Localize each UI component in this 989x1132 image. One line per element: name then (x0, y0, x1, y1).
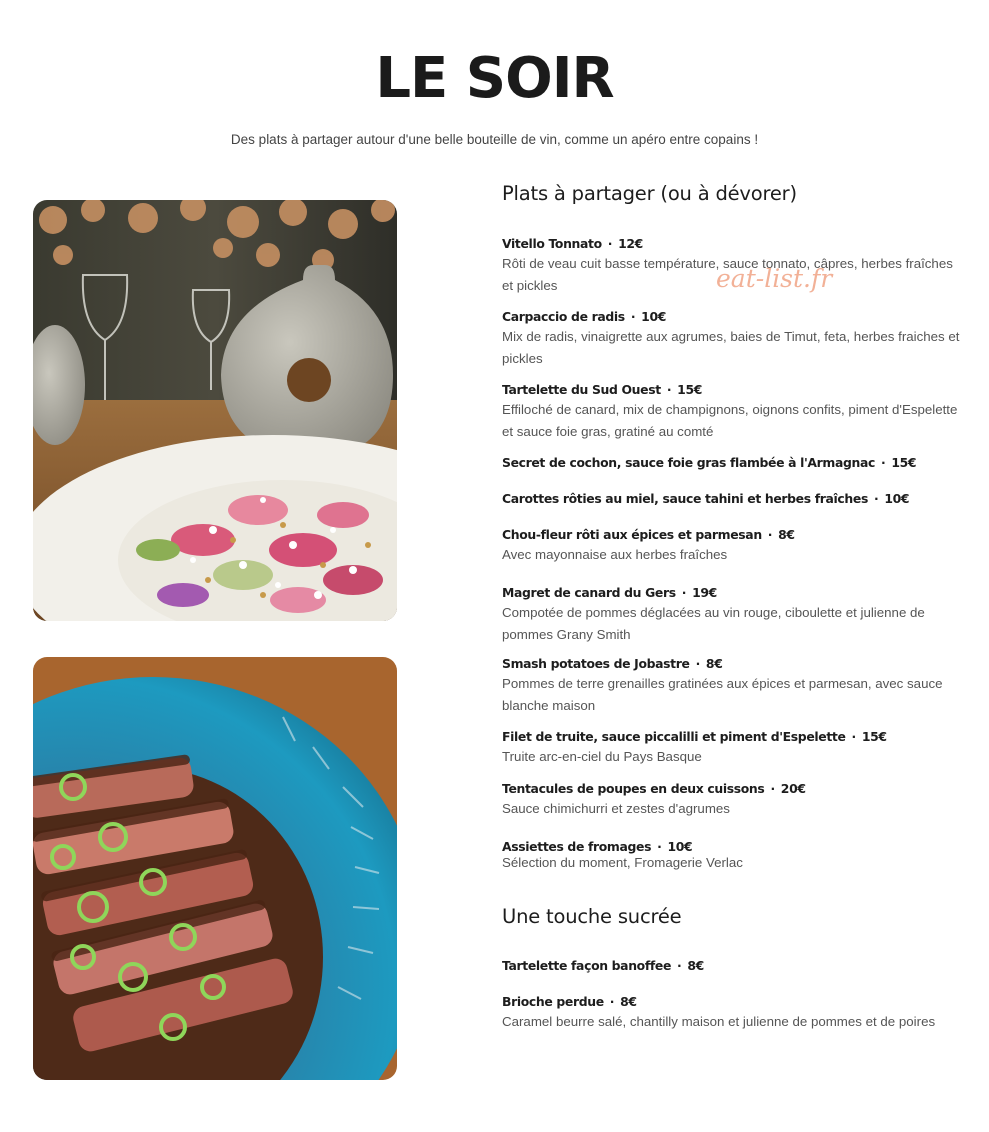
section-title: Plats à partager (ou à dévorer) (502, 182, 797, 205)
menu-item: Secret de cochon, sauce foie gras flambée à l'Armagnac · 15€ (502, 455, 917, 470)
item-price: 15€ (677, 382, 702, 397)
item-name: Smash potatoes de Jobastre (502, 656, 690, 671)
page-subtitle: Des plats à partager autour d'une belle bouteille de vin, comme un apéro entre copains ! (230, 132, 759, 147)
item-name: Magret de canard du Gers (502, 585, 676, 600)
photo-radish-carpaccio (33, 200, 397, 621)
section-title: Une touche sucrée (502, 905, 682, 928)
menu-item: Carottes rôties au miel, sauce tahini et herbes fraîches · 10€ (502, 491, 910, 506)
item-price: 15€ (891, 455, 917, 470)
menu-item: Magret de canard du Gers · 19€ Compotée de pommes déglacées au vin rouge, ciboulette et julienne de pommes Grany Smith (502, 585, 962, 646)
item-name: Tartelette du Sud Ouest (502, 382, 661, 397)
item-name: Brioche perdue (502, 994, 604, 1009)
item-price: 8€ (778, 527, 795, 542)
item-name: Carottes rôties au miel, sauce tahini et herbes fraîches (502, 491, 868, 506)
item-description: Sélection du moment, Fromagerie Verlac (502, 855, 743, 870)
item-description: Rôti de veau cuit basse température, sauce tonnato, câpres, herbes fraîches et pickles (502, 256, 953, 293)
menu-item: Assiettes de fromages · 10€ Sélection du moment, Fromagerie Verlac (502, 839, 962, 874)
menu-item: Chou-fleur rôti aux épices et parmesan · 8€ Avec mayonnaise aux herbes fraîches (502, 527, 962, 566)
item-price: 10€ (884, 491, 910, 506)
menu-item: Brioche perdue · 8€ Caramel beurre salé, chantilly maison et julienne de pommes et de poires (502, 994, 962, 1033)
menu-item: Vitello Tonnato · 12€ Rôti de veau cuit basse température, sauce tonnato, câpres, herbes fraîches et pickles (502, 236, 962, 297)
menu-item: Tartelette façon banoffee · 8€ (502, 958, 704, 973)
watermark: eat-list.fr (716, 264, 833, 293)
menu-item: Smash potatoes de Jobastre · 8€ Pommes de terre grenailles gratinées aux épices et parmesan, avec sauce blanche maison (502, 656, 962, 717)
item-description: Mix de radis, vinaigrette aux agrumes, baies de Timut, feta, herbes fraiches et pickles (502, 329, 960, 366)
page-title: LE SOIR (375, 46, 614, 111)
photo-duck-breast (33, 657, 397, 1080)
item-description: Caramel beurre salé, chantilly maison et julienne de pommes et de poires (502, 1014, 936, 1029)
menu-item: Carpaccio de radis · 10€ Mix de radis, vinaigrette aux agrumes, baies de Timut, feta, herbes fraiches et pickles (502, 309, 962, 370)
item-price: 10€ (667, 839, 693, 854)
item-price: 12€ (618, 236, 643, 251)
item-description: Avec mayonnaise aux herbes fraîches (502, 547, 728, 562)
item-name: Chou-fleur rôti aux épices et parmesan (502, 527, 762, 542)
menu-item: Tentacules de poupes en deux cuissons · 20€ Sauce chimichurri et zestes d'agrumes (502, 781, 962, 820)
menu-item: Filet de truite, sauce piccalilli et piment d'Espelette · 15€ Truite arc-en-ciel du Pays Basque (502, 729, 962, 768)
menu-item: Tartelette du Sud Ouest · 15€ Effiloché de canard, mix de champignons, oignons confits, piment d'Espelette et sauce foie gras, gratiné au comté (502, 382, 962, 443)
item-name: Tentacules de poupes en deux cuissons (502, 781, 765, 796)
item-name: Vitello Tonnato (502, 236, 602, 251)
item-description: Effiloché de canard, mix de champignons, oignons confits, piment d'Espelette et sauce foie gras, gratiné au comté (502, 402, 958, 439)
item-name: Filet de truite, sauce piccalilli et piment d'Espelette (502, 729, 846, 744)
item-description: Pommes de terre grenailles gratinées aux épices et parmesan, avec sauce blanche maison (502, 676, 943, 713)
item-description: Truite arc-en-ciel du Pays Basque (502, 749, 702, 764)
item-price: 15€ (861, 729, 887, 744)
item-name: Assiettes de fromages (502, 839, 652, 854)
item-price: 8€ (620, 994, 637, 1009)
item-price: 19€ (692, 585, 717, 600)
item-price: 10€ (641, 309, 666, 324)
item-name: Carpaccio de radis (502, 309, 625, 324)
item-name: Secret de cochon, sauce foie gras flambée à l'Armagnac (502, 455, 875, 470)
item-price: 8€ (687, 958, 704, 973)
item-price: 20€ (780, 781, 806, 796)
item-description: Compotée de pommes déglacées au vin rouge, ciboulette et julienne de pommes Grany Smith (502, 605, 925, 642)
item-name: Tartelette façon banoffee (502, 958, 672, 973)
item-price: 8€ (705, 656, 723, 671)
item-description: Sauce chimichurri et zestes d'agrumes (502, 801, 730, 816)
